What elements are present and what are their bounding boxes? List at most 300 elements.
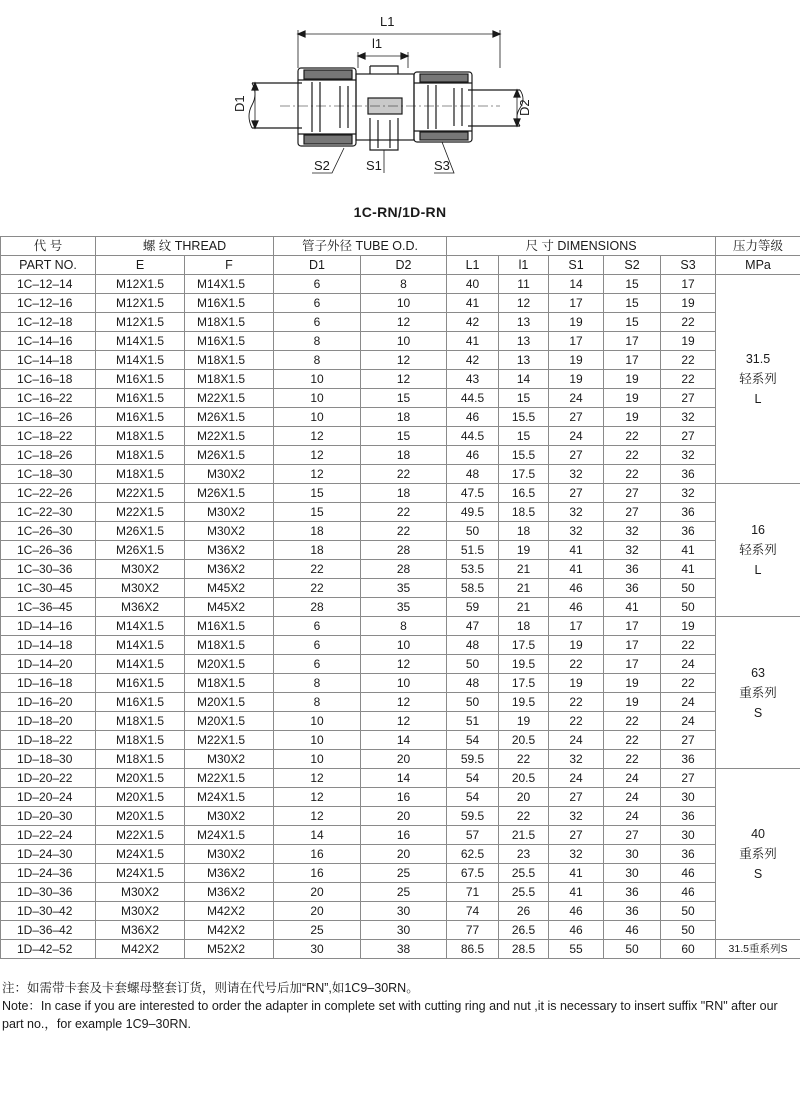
cell-s3: 32 xyxy=(661,408,716,427)
notes xyxy=(2,979,800,1033)
pressure-cell xyxy=(716,940,800,959)
cell-l1: 18.5 xyxy=(499,503,549,522)
cell-s1: 41 xyxy=(549,560,604,579)
table-row xyxy=(1,522,800,541)
pressure-letter: L xyxy=(754,392,762,406)
cell-s3: 27 xyxy=(661,731,716,750)
cell-s3: 50 xyxy=(661,902,716,921)
cell-part: 1D–24–30 xyxy=(1,845,96,864)
cell-s2: 22 xyxy=(604,446,661,465)
cell-l1: 62.5 xyxy=(447,845,499,864)
cell-l1: 54 xyxy=(447,788,499,807)
cell-d2: 25 xyxy=(361,864,447,883)
cell-part: 1D–42–52 xyxy=(1,940,96,959)
cell-d2: 8 xyxy=(361,275,447,294)
pressure-letter: S xyxy=(753,867,763,881)
cell-d2: 22 xyxy=(361,503,447,522)
cell-d2: 14 xyxy=(361,769,447,788)
cell-s1: 41 xyxy=(549,883,604,902)
cell-e: M22X1.5 xyxy=(96,826,185,845)
cell-s2: 17 xyxy=(604,332,661,351)
cell-e: M36X2 xyxy=(96,921,185,940)
cell-s2: 22 xyxy=(604,465,661,484)
cell-e: M18X1.5 xyxy=(96,712,185,731)
cell-d2: 20 xyxy=(361,750,447,769)
cell-l1: 15 xyxy=(499,427,549,446)
label-S3: S3 xyxy=(434,158,450,173)
cell-e: M30X2 xyxy=(96,579,185,598)
cell-e: M26X1.5 xyxy=(96,541,185,560)
cell-s2: 36 xyxy=(604,579,661,598)
cell-part: 1C–36–45 xyxy=(1,598,96,617)
table-row xyxy=(1,560,800,579)
cell-s1: 27 xyxy=(549,788,604,807)
cell-d1: 6 xyxy=(274,655,361,674)
cell-e: M16X1.5 xyxy=(96,693,185,712)
cell-part: 1C–26–36 xyxy=(1,541,96,560)
header-f: F xyxy=(185,256,274,275)
cell-part: 1D–18–20 xyxy=(1,712,96,731)
cell-d2: 28 xyxy=(361,560,447,579)
cell-s2: 17 xyxy=(604,351,661,370)
cell-f: M14X1.5 xyxy=(185,275,274,294)
cell-d1: 12 xyxy=(274,446,361,465)
cell-d2: 16 xyxy=(361,826,447,845)
cell-l1: 26 xyxy=(499,902,549,921)
cell-s2: 27 xyxy=(604,826,661,845)
table-row xyxy=(1,655,800,674)
cell-s1: 19 xyxy=(549,351,604,370)
table-row xyxy=(1,427,800,446)
cell-s2: 41 xyxy=(604,598,661,617)
table-row xyxy=(1,503,800,522)
cell-part: 1D–16–18 xyxy=(1,674,96,693)
cell-s2: 17 xyxy=(604,655,661,674)
cell-l1: 67.5 xyxy=(447,864,499,883)
cell-l1: 14 xyxy=(499,370,549,389)
cell-f: M20X1.5 xyxy=(185,655,274,674)
cell-s3: 41 xyxy=(661,541,716,560)
table-row xyxy=(1,408,800,427)
cell-d1: 8 xyxy=(274,332,361,351)
cell-part: 1D–18–22 xyxy=(1,731,96,750)
cell-s2: 15 xyxy=(604,313,661,332)
cell-l1: 26.5 xyxy=(499,921,549,940)
cell-f: M36X2 xyxy=(185,864,274,883)
cell-e: M18X1.5 xyxy=(96,427,185,446)
table-row xyxy=(1,845,800,864)
table-row xyxy=(1,750,800,769)
cell-s3: 50 xyxy=(661,921,716,940)
cell-l1: 49.5 xyxy=(447,503,499,522)
cell-e: M30X2 xyxy=(96,560,185,579)
table-row xyxy=(1,294,800,313)
cell-s2: 30 xyxy=(604,864,661,883)
cell-part: 1C–18–22 xyxy=(1,427,96,446)
cell-l1: 77 xyxy=(447,921,499,940)
cell-d2: 28 xyxy=(361,541,447,560)
cell-part: 1C–14–16 xyxy=(1,332,96,351)
cell-l1: 11 xyxy=(499,275,549,294)
cell-f: M24X1.5 xyxy=(185,788,274,807)
cell-s1: 55 xyxy=(549,940,604,959)
cell-f: M42X2 xyxy=(185,921,274,940)
label-l1: l1 xyxy=(372,36,383,51)
cell-d1: 16 xyxy=(274,864,361,883)
cell-part: 1C–26–30 xyxy=(1,522,96,541)
header-s3: S3 xyxy=(661,256,716,275)
cell-s1: 24 xyxy=(549,731,604,750)
cell-s3: 27 xyxy=(661,389,716,408)
cell-e: M16X1.5 xyxy=(96,389,185,408)
cell-s2: 27 xyxy=(604,484,661,503)
cell-l1: 25.5 xyxy=(499,883,549,902)
table-row xyxy=(1,446,800,465)
cell-l1: 51.5 xyxy=(447,541,499,560)
cell-e: M20X1.5 xyxy=(96,807,185,826)
cell-l1: 57 xyxy=(447,826,499,845)
cell-s2: 27 xyxy=(604,503,661,522)
cell-d2: 20 xyxy=(361,807,447,826)
pressure-cell xyxy=(716,617,800,769)
cell-d1: 10 xyxy=(274,712,361,731)
cell-s2: 19 xyxy=(604,674,661,693)
cell-d1: 22 xyxy=(274,560,361,579)
cell-l1: 58.5 xyxy=(447,579,499,598)
cell-e: M14X1.5 xyxy=(96,351,185,370)
header-d2: D2 xyxy=(361,256,447,275)
header-s2: S2 xyxy=(604,256,661,275)
cell-s3: 24 xyxy=(661,712,716,731)
cell-f: M20X1.5 xyxy=(185,712,274,731)
cell-s3: 22 xyxy=(661,313,716,332)
cell-l1: 59.5 xyxy=(447,807,499,826)
cell-e: M16X1.5 xyxy=(96,674,185,693)
cell-f: M42X2 xyxy=(185,902,274,921)
cell-s3: 24 xyxy=(661,693,716,712)
cell-e: M22X1.5 xyxy=(96,503,185,522)
cell-l1: 42 xyxy=(447,313,499,332)
cell-e: M42X2 xyxy=(96,940,185,959)
cell-e: M12X1.5 xyxy=(96,313,185,332)
cell-part: 1C–16–18 xyxy=(1,370,96,389)
header-thread: 螺 纹 THREAD xyxy=(96,237,274,256)
cell-e: M14X1.5 xyxy=(96,655,185,674)
cell-d2: 10 xyxy=(361,674,447,693)
table-row xyxy=(1,693,800,712)
cell-f: M18X1.5 xyxy=(185,313,274,332)
cell-d1: 16 xyxy=(274,845,361,864)
cell-s2: 36 xyxy=(604,883,661,902)
cell-s1: 41 xyxy=(549,864,604,883)
cell-s2: 17 xyxy=(604,617,661,636)
cell-s1: 32 xyxy=(549,845,604,864)
header-s1: S1 xyxy=(549,256,604,275)
table-row xyxy=(1,389,800,408)
cell-d1: 6 xyxy=(274,313,361,332)
cell-l1: 59.5 xyxy=(447,750,499,769)
pressure-series: 重系列 xyxy=(739,847,777,861)
cell-s1: 19 xyxy=(549,636,604,655)
cell-f: M16X1.5 xyxy=(185,294,274,313)
cell-e: M18X1.5 xyxy=(96,750,185,769)
cell-d1: 20 xyxy=(274,883,361,902)
table-row xyxy=(1,826,800,845)
cell-d2: 12 xyxy=(361,693,447,712)
cell-l1: 20 xyxy=(499,788,549,807)
cell-s2: 36 xyxy=(604,560,661,579)
cell-l1: 54 xyxy=(447,731,499,750)
label-S1: S1 xyxy=(366,158,382,173)
table-row xyxy=(1,313,800,332)
cell-l1: 19 xyxy=(499,712,549,731)
table-row xyxy=(1,902,800,921)
cell-s2: 17 xyxy=(604,636,661,655)
cell-part: 1C–16–22 xyxy=(1,389,96,408)
cell-s1: 27 xyxy=(549,408,604,427)
table-row xyxy=(1,769,800,788)
cell-s1: 46 xyxy=(549,921,604,940)
cell-s3: 41 xyxy=(661,560,716,579)
cell-s3: 24 xyxy=(661,655,716,674)
cell-e: M16X1.5 xyxy=(96,408,185,427)
cell-d2: 16 xyxy=(361,788,447,807)
cell-f: M22X1.5 xyxy=(185,427,274,446)
cell-l1: 48 xyxy=(447,636,499,655)
cell-d2: 30 xyxy=(361,902,447,921)
cell-s3: 22 xyxy=(661,636,716,655)
table-row xyxy=(1,712,800,731)
cell-l1: 15 xyxy=(499,389,549,408)
cell-d1: 15 xyxy=(274,503,361,522)
header-e: E xyxy=(96,256,185,275)
cell-d2: 12 xyxy=(361,351,447,370)
cell-part: 1D–24–36 xyxy=(1,864,96,883)
cell-d1: 6 xyxy=(274,294,361,313)
cell-s1: 14 xyxy=(549,275,604,294)
cell-s1: 32 xyxy=(549,465,604,484)
cell-s3: 36 xyxy=(661,750,716,769)
table-row xyxy=(1,275,800,294)
cell-l1: 13 xyxy=(499,351,549,370)
cell-d2: 12 xyxy=(361,655,447,674)
cell-e: M30X2 xyxy=(96,902,185,921)
cell-l1: 54 xyxy=(447,769,499,788)
cell-s1: 19 xyxy=(549,370,604,389)
cell-l1: 23 xyxy=(499,845,549,864)
cell-part: 1C–12–18 xyxy=(1,313,96,332)
cell-f: M36X2 xyxy=(185,883,274,902)
cell-l1: 21.5 xyxy=(499,826,549,845)
pressure-letter: L xyxy=(754,563,762,577)
cell-l1: 41 xyxy=(447,332,499,351)
cell-e: M14X1.5 xyxy=(96,617,185,636)
cell-d1: 8 xyxy=(274,693,361,712)
cell-s3: 50 xyxy=(661,598,716,617)
cell-d2: 15 xyxy=(361,427,447,446)
cell-d2: 25 xyxy=(361,883,447,902)
cell-s1: 24 xyxy=(549,769,604,788)
cell-s1: 24 xyxy=(549,389,604,408)
cell-s3: 32 xyxy=(661,446,716,465)
header-part-cn: 代 号 xyxy=(1,237,96,256)
cell-l1: 47 xyxy=(447,617,499,636)
cell-d2: 14 xyxy=(361,731,447,750)
cell-l1: 16.5 xyxy=(499,484,549,503)
cell-l1: 41 xyxy=(447,294,499,313)
cell-e: M20X1.5 xyxy=(96,788,185,807)
cell-e: M36X2 xyxy=(96,598,185,617)
cell-d1: 6 xyxy=(274,275,361,294)
cell-d1: 28 xyxy=(274,598,361,617)
cell-s3: 19 xyxy=(661,294,716,313)
cell-d2: 22 xyxy=(361,522,447,541)
header-L1: L1 xyxy=(447,256,499,275)
cell-part: 1C–30–45 xyxy=(1,579,96,598)
header-pressure-unit: MPa xyxy=(716,256,800,275)
cell-f: M52X2 xyxy=(185,940,274,959)
cell-d2: 15 xyxy=(361,389,447,408)
cell-f: M26X1.5 xyxy=(185,408,274,427)
cell-l1: 18 xyxy=(499,522,549,541)
cell-f: M20X1.5 xyxy=(185,693,274,712)
cell-d1: 10 xyxy=(274,370,361,389)
table-row xyxy=(1,636,800,655)
note-cn: 注：如需带卡套及卡套螺母整套订货，则请在代号后加“RN”,如1C9–30RN。 xyxy=(2,981,419,995)
cell-part: 1C–12–14 xyxy=(1,275,96,294)
cell-s1: 46 xyxy=(549,902,604,921)
cell-l1: 28.5 xyxy=(499,940,549,959)
cell-s2: 19 xyxy=(604,693,661,712)
pressure-series: 重系列 xyxy=(739,685,777,700)
table-header xyxy=(1,237,800,275)
pressure-value: 40 xyxy=(751,827,765,841)
cell-l1: 21 xyxy=(499,598,549,617)
cell-s1: 27 xyxy=(549,446,604,465)
cell-e: M24X1.5 xyxy=(96,864,185,883)
cell-s3: 27 xyxy=(661,769,716,788)
table-row xyxy=(1,465,800,484)
cell-s3: 22 xyxy=(661,674,716,693)
cell-l1: 15.5 xyxy=(499,408,549,427)
cell-s3: 22 xyxy=(661,351,716,370)
cell-f: M18X1.5 xyxy=(185,636,274,655)
cell-f: M45X2 xyxy=(185,579,274,598)
cell-l1: 20.5 xyxy=(499,769,549,788)
cell-e: M14X1.5 xyxy=(96,332,185,351)
cell-f: M26X1.5 xyxy=(185,446,274,465)
cell-s2: 36 xyxy=(604,902,661,921)
cell-s3: 36 xyxy=(661,465,716,484)
cell-s1: 27 xyxy=(549,826,604,845)
table-row xyxy=(1,940,800,959)
cell-part: 1D–14–20 xyxy=(1,655,96,674)
cell-part: 1D–20–22 xyxy=(1,769,96,788)
cell-s3: 50 xyxy=(661,579,716,598)
cell-f: M30X2 xyxy=(185,503,274,522)
cell-d2: 10 xyxy=(361,332,447,351)
cell-f: M45X2 xyxy=(185,598,274,617)
cell-part: 1D–14–18 xyxy=(1,636,96,655)
cell-l1: 17.5 xyxy=(499,465,549,484)
cell-l1: 44.5 xyxy=(447,389,499,408)
table-title: 1C-RN/1D-RN xyxy=(353,204,447,220)
cell-d1: 12 xyxy=(274,465,361,484)
cell-s2: 19 xyxy=(604,389,661,408)
cell-d1: 8 xyxy=(274,674,361,693)
cell-e: M26X1.5 xyxy=(96,522,185,541)
cell-s3: 19 xyxy=(661,617,716,636)
cell-d1: 22 xyxy=(274,579,361,598)
cell-part: 1C–14–18 xyxy=(1,351,96,370)
cell-d1: 12 xyxy=(274,788,361,807)
cell-l1: 21 xyxy=(499,579,549,598)
cell-f: M30X2 xyxy=(185,845,274,864)
header-part-en: PART NO. xyxy=(1,256,96,275)
dimension-table xyxy=(0,236,800,959)
cell-s2: 22 xyxy=(604,712,661,731)
cell-part: 1C–12–16 xyxy=(1,294,96,313)
cell-s1: 19 xyxy=(549,674,604,693)
cell-e: M20X1.5 xyxy=(96,769,185,788)
cell-s3: 27 xyxy=(661,427,716,446)
cell-d1: 18 xyxy=(274,541,361,560)
cell-d2: 20 xyxy=(361,845,447,864)
cell-l1: 48 xyxy=(447,465,499,484)
header-l1: l1 xyxy=(499,256,549,275)
fitting-drawing xyxy=(220,8,550,183)
cell-l1: 48 xyxy=(447,674,499,693)
cell-l1: 43 xyxy=(447,370,499,389)
cell-f: M36X2 xyxy=(185,541,274,560)
cell-d2: 12 xyxy=(361,313,447,332)
cell-s1: 46 xyxy=(549,598,604,617)
cell-l1: 50 xyxy=(447,522,499,541)
cell-f: M30X2 xyxy=(185,522,274,541)
cell-l1: 74 xyxy=(447,902,499,921)
cell-s2: 22 xyxy=(604,731,661,750)
cell-part: 1D–36–42 xyxy=(1,921,96,940)
cell-d1: 8 xyxy=(274,351,361,370)
pressure-value: 63 xyxy=(751,665,765,680)
cell-l1: 71 xyxy=(447,883,499,902)
cell-d2: 35 xyxy=(361,598,447,617)
cell-f: M26X1.5 xyxy=(185,484,274,503)
cell-e: M30X2 xyxy=(96,883,185,902)
cell-d1: 30 xyxy=(274,940,361,959)
table-row xyxy=(1,674,800,693)
cell-s2: 19 xyxy=(604,408,661,427)
cell-s1: 19 xyxy=(549,313,604,332)
cell-d1: 12 xyxy=(274,807,361,826)
cell-s3: 19 xyxy=(661,332,716,351)
cell-e: M22X1.5 xyxy=(96,484,185,503)
cell-l1: 46 xyxy=(447,408,499,427)
cell-s1: 46 xyxy=(549,579,604,598)
table-row xyxy=(1,351,800,370)
cell-d1: 10 xyxy=(274,408,361,427)
pressure-series: 轻系列 xyxy=(739,543,777,557)
cell-l1: 21 xyxy=(499,560,549,579)
table-row xyxy=(1,788,800,807)
cell-e: M12X1.5 xyxy=(96,294,185,313)
drawing-outline xyxy=(249,30,523,173)
cell-d2: 10 xyxy=(361,294,447,313)
table-row xyxy=(1,484,800,503)
cell-s2: 46 xyxy=(604,921,661,940)
cell-e: M18X1.5 xyxy=(96,731,185,750)
cell-s2: 24 xyxy=(604,769,661,788)
